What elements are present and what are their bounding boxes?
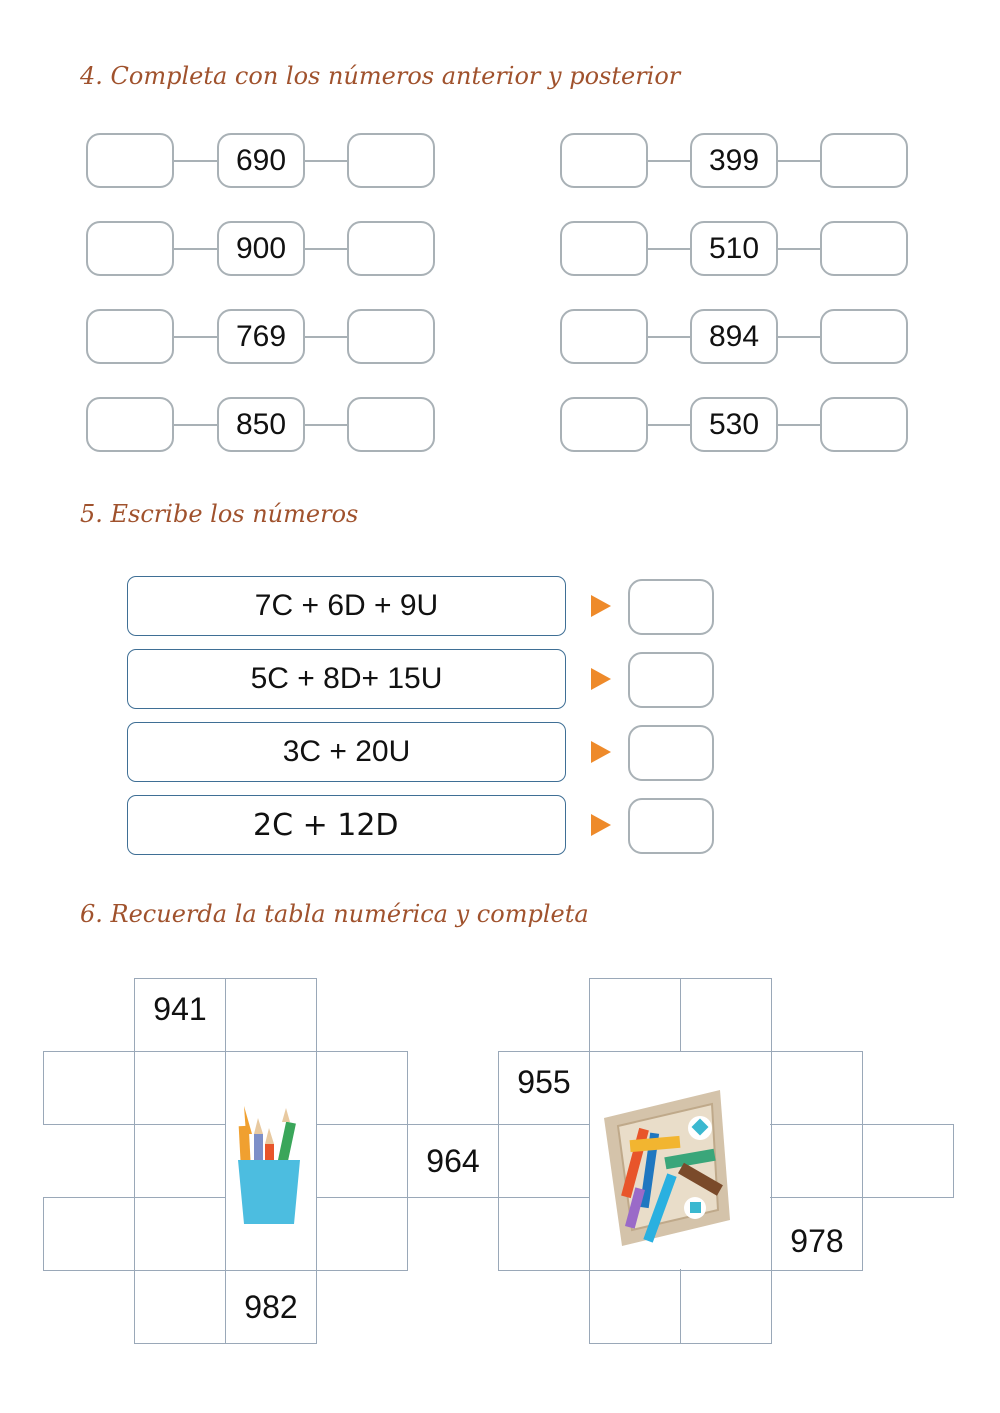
empty-grid-cell[interactable] [589,1270,681,1344]
arrow-right-icon [591,595,611,617]
given-number: 900 [217,221,305,276]
next-number-input[interactable] [820,309,908,364]
next-number-input[interactable] [347,397,435,452]
empty-grid-cell[interactable] [680,1270,772,1344]
previous-number-input[interactable] [86,309,174,364]
empty-grid-cell[interactable] [498,1124,590,1198]
given-grid-cell: 982 [225,1270,317,1344]
previous-number-input[interactable] [560,309,648,364]
empty-grid-cell[interactable] [498,1197,590,1271]
previous-number-input[interactable] [560,133,648,188]
place-value-expression: 2C + 12D [127,795,566,855]
previous-number-input[interactable] [560,397,648,452]
empty-grid-cell[interactable] [316,1051,408,1125]
given-grid-cell: 964 [407,1124,499,1198]
given-number: 510 [690,221,778,276]
empty-grid-cell[interactable] [771,1051,863,1125]
empty-grid-cell[interactable] [43,1197,135,1271]
answer-input[interactable] [628,652,714,708]
empty-grid-cell[interactable] [589,978,681,1052]
answer-input[interactable] [628,579,714,635]
given-grid-cell: 978 [771,1197,863,1271]
given-number: 769 [217,309,305,364]
previous-number-input[interactable] [86,221,174,276]
empty-grid-cell[interactable] [134,1197,226,1271]
given-number: 690 [217,133,305,188]
arrow-right-icon [591,741,611,763]
empty-grid-cell[interactable] [771,1124,863,1198]
given-number: 894 [690,309,778,364]
next-number-input[interactable] [347,309,435,364]
next-number-input[interactable] [820,221,908,276]
given-number: 850 [217,397,305,452]
empty-grid-cell[interactable] [134,1270,226,1344]
empty-grid-cell[interactable] [134,1051,226,1125]
given-grid-cell: 941 [134,978,226,1052]
previous-number-input[interactable] [86,397,174,452]
empty-grid-cell[interactable] [316,1124,408,1198]
next-number-input[interactable] [820,397,908,452]
pencil-box-image [600,1088,732,1248]
next-number-input[interactable] [347,221,435,276]
previous-number-input[interactable] [86,133,174,188]
arrow-right-icon [591,668,611,690]
section-4-title: 4. Completa con los números anterior y posterior [80,62,681,90]
empty-grid-cell[interactable] [680,978,772,1052]
place-value-expression: 3C + 20U [127,722,566,782]
arrow-right-icon [591,814,611,836]
empty-grid-cell[interactable] [316,1197,408,1271]
next-number-input[interactable] [347,133,435,188]
pencil-cup-image [232,1104,308,1228]
answer-input[interactable] [628,798,714,854]
given-number: 530 [690,397,778,452]
given-number: 399 [690,133,778,188]
previous-number-input[interactable] [560,221,648,276]
given-grid-cell: 955 [498,1051,590,1125]
section-6-title: 6. Recuerda la tabla numérica y completa [80,900,589,928]
empty-grid-cell[interactable] [134,1124,226,1198]
empty-grid-cell[interactable] [862,1124,954,1198]
section-5-title: 5. Escribe los números [80,500,359,528]
place-value-expression: 5C + 8D+ 15U [127,649,566,709]
answer-input[interactable] [628,725,714,781]
empty-grid-cell[interactable] [43,1051,135,1125]
place-value-expression: 7C + 6D + 9U [127,576,566,636]
next-number-input[interactable] [820,133,908,188]
empty-grid-cell[interactable] [225,978,317,1052]
